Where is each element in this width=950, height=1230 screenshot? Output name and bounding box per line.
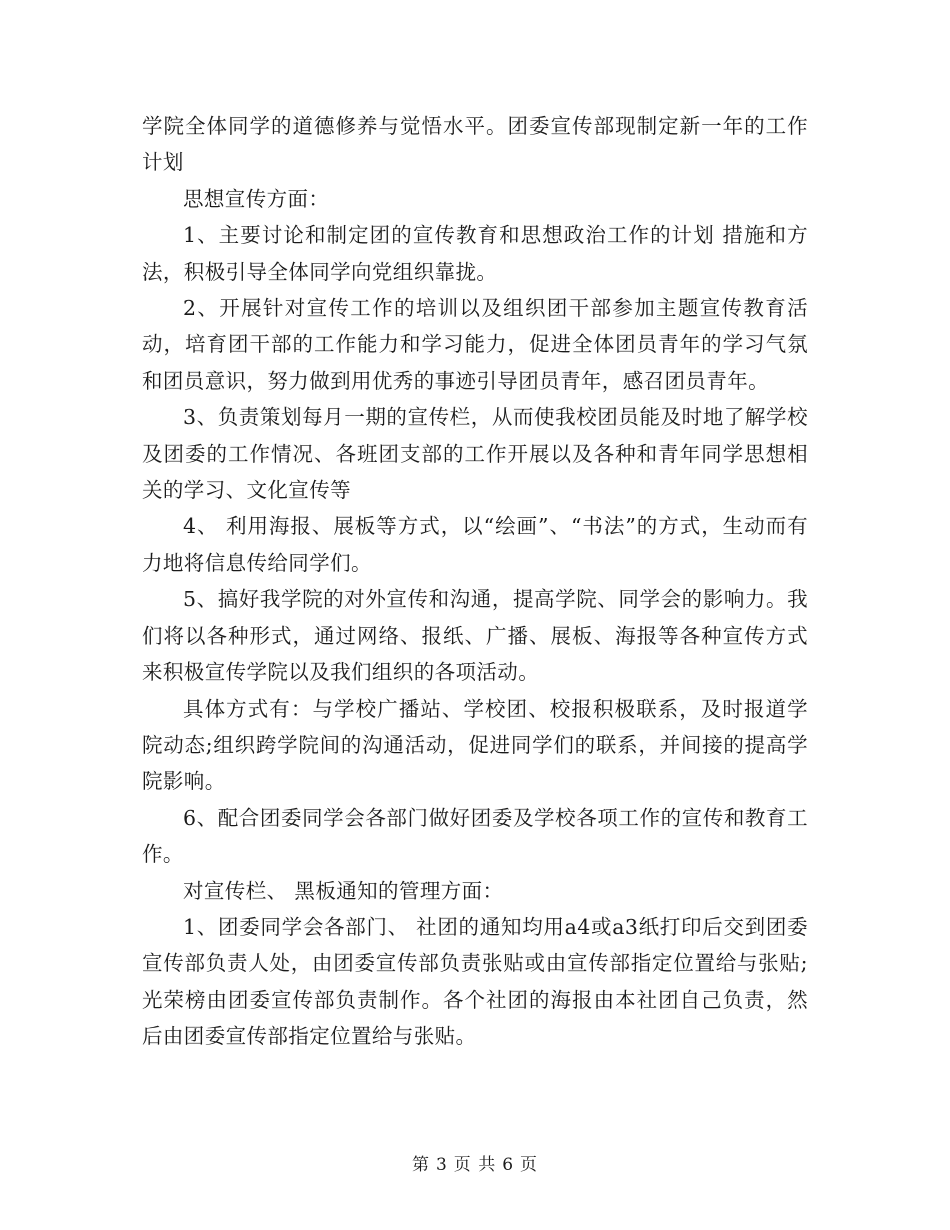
paragraph: 2、开展针对宣传工作的培训以及组织团干部参加主题宣传教育活动，培育团干部的工作能力和学习能力，促进全体团员青年的学习气氛和团员意识，努力做到用优秀的事迹引导团员青年，感召团员青年。	[142, 296, 808, 393]
paragraph: 学院全体同学的道德修养与觉悟水平。团委宣传部现制定新一年的工作计划	[142, 114, 808, 175]
paragraph: 4、 利用海报、展板等方式，以“绘画”、“书法”的方式，生动而有力地将信息传给同学们。	[142, 514, 808, 575]
section-heading-bulletin: 对宣传栏、 黑板通知的管理方面：	[183, 878, 504, 903]
paragraph: 6、配合团委同学会各部门做好团委及学校各项工作的宣传和教育工作。	[142, 805, 808, 867]
footer-middle: 页 共	[453, 1155, 497, 1175]
paragraph: 5、搞好我学院的对外宣传和沟通，提高学院、同学会的影响力。我们将以各种形式，通过网络、报纸、广播、展板、海报等各种宣传方式来积极宣传学院以及我们组织的各项活动。	[142, 587, 808, 685]
total-page-count: 6	[502, 1155, 515, 1175]
paragraph: 3、负责策划每月一期的宣传栏，从而使我校团员能及时地了解学校及团委的工作情况、各班团支部的工作开展以及各种和青年同学思想相关的学习、文化宣传等	[142, 405, 808, 503]
page-footer	[0, 1150, 950, 1175]
document-body	[142, 108, 808, 1055]
paragraph: 1、主要讨论和制定团的宣传教育和思想政治工作的计划 措施和方法，积极引导全体同学向党组织靠拢。	[142, 223, 808, 284]
paragraph: 1、团委同学会各部门、 社团的通知均用a4或a3纸打印后交到团委宣传部负责人处，由团委宣传部负责张贴或由宣传部指定位置给与张贴;光荣榜由团委宣传部负责制作。各个社团的海报由本社团自己负责，然后由团委宣传部指定位置给与张贴。	[142, 914, 808, 1049]
footer-suffix: 页	[520, 1155, 539, 1175]
section-heading-ideology: 思想宣传方面：	[183, 186, 330, 211]
paragraph: 具体方式有：与学校广播站、学校团、校报积极联系，及时报道学院动态;组织跨学院间的沟通活动，促进同学们的联系，并间接的提高学院影响。	[142, 696, 808, 794]
footer-prefix: 第	[411, 1155, 430, 1175]
current-page-number: 3	[435, 1155, 448, 1175]
